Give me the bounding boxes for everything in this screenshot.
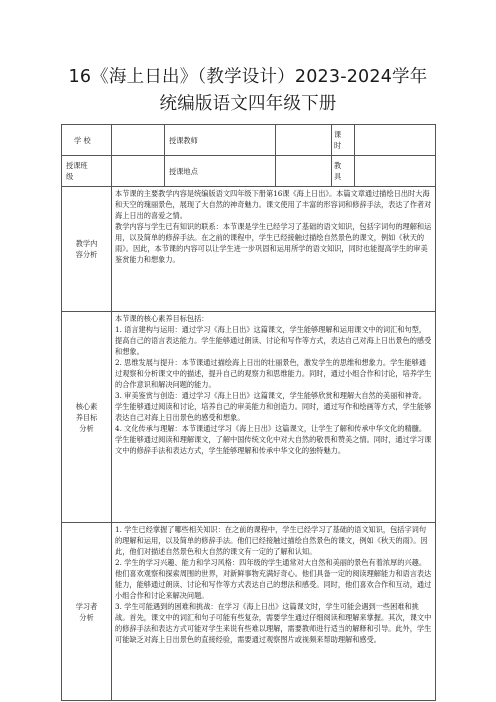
- paragraph: 2. 思维发展与提升：本节课通过描绘海上日出的壮丽景色，激发学生的思维和想象力。学生能够通过观察和分析课文中的描述，提升自己的观察力和思维能力。同时，通过小组合作和讨论，培养学生的合作意识和解决问题的能力。: [115, 358, 432, 389]
- paragraph: 本节课的核心素养目标包括：: [115, 314, 209, 323]
- learner-analysis-row: [62, 523, 436, 701]
- teacher-value: [276, 125, 332, 156]
- class-time-value: [355, 125, 436, 156]
- class-time-label: 课 时: [332, 125, 355, 156]
- content-analysis-body: [112, 187, 436, 312]
- paragraph: 教学内容与学生已有知识的联系：本节课是学生已经学习了基础的语文知识，包括字词句的理解和运用，以及简单的修辞手法。在之前的课程中，学生已经接触过描绘自然景色的课文，例如《秋天的雨》。因此，本节课的内容可以让学生进一步巩固和运用所学的语文知识，同时也能提高学生的审美鉴赏能力和想象力。: [115, 222, 432, 264]
- paragraph: 3. 学生可能遇到的困难和挑战：在学习《海上日出》这篇课文时，学生可能会遇到一些困难和挑战。首先，课文中的词汇和句子可能有些复杂，需要学生通过仔细阅读和理解来掌握。其次，课文中的修辞手法和表达方式可能对学生来说有些难以理解，需要教师进行适当的解释和引导。此外，学生可能缺乏对海上日出景色的直接经验，需要通过观察图片或视频来帮助理解和感受。: [115, 602, 432, 644]
- section-label: 教学内 容分析: [62, 187, 112, 312]
- class-grade-value: [112, 156, 165, 187]
- learner-analysis-body: [112, 523, 436, 701]
- school-label: 学 校: [62, 125, 112, 156]
- content-analysis-row: [62, 187, 436, 312]
- paragraph: 本节课的主要教学内容是统编版语文四年级下册第16课《海上日出》。本篇文章通过描绘日出时大海和天空的瑰丽景色，展现了大自然的神奇魅力。课文使用了丰富的形容词和修辞手法，表达了作者对海上日出的喜爱之情。: [115, 189, 432, 220]
- header-row-1: [62, 125, 436, 156]
- school-value: [112, 125, 165, 156]
- classroom-value: [355, 156, 436, 187]
- classroom-label: 教 具: [332, 156, 355, 187]
- header-row-2: [62, 156, 436, 187]
- paragraph: 3. 审美鉴赏与创造：通过学习《海上日出》这篇课文，学生能够欣赏和理解大自然的美丽和神奇。学生能够通过阅读和讨论，培养自己的审美能力和创造力。同时，通过写作和绘画等方式，学生能够表达自己对海上日出景色的感受和想象。: [115, 391, 432, 422]
- paragraph: 2. 学生的学习兴趣、能力和学习风格：四年级的学生通常对大自然和美丽的景色有着浓厚的兴趣。他们喜欢观察和探索周围的世界，对新鲜事物充满好奇心。他们具备一定的阅读理解能力和语言表达能力，能够通过朗读、讨论和写作等方式表达自己的想法和感受。同时，他们喜欢合作和互动，通过小组合作和讨论来解决问题。: [115, 558, 432, 600]
- location-label: 授课地点: [165, 156, 276, 187]
- location-value: [276, 156, 332, 187]
- document-title: [60, 64, 436, 118]
- title-line-2: 统编版语文四年级下册: [159, 94, 337, 114]
- lesson-plan-table: [61, 124, 436, 701]
- paragraph: 1. 语言建构与运用：通过学习《海上日出》这篇课文，学生能够理解和运用课文中的词汇和句型，提高自己的语言表达能力。学生能够通过朗读、讨论和写作等方式，表达自己对海上日出景色的感受和想象。: [115, 325, 432, 356]
- teacher-label: 授课教师: [165, 125, 276, 156]
- class-grade-label: 授课班 级: [62, 156, 112, 187]
- paragraph: 4. 文化传承与理解：本节课通过学习《海上日出》这篇课文，让学生了解和传承中华文化的精髓。学生能够通过阅读和理解课文，了解中国传统文化中对大自然的敬畏和赞美之情。同时，通过学习课文中的修辞手法和表达方式，学生能够理解和传承中华文化的独特魅力。: [115, 424, 432, 455]
- paragraph: 1. 学生已经掌握了哪些相关知识：在之前的课程中，学生已经学习了基础的语文知识，包括字词句的理解和运用，以及简单的修辞手法。他们已经接触过描绘自然景色的课文，例如《秋天的雨》。因此，他们对描述自然景色和大自然的课文有一定的了解和认知。: [115, 525, 428, 556]
- section-label: 核心素 养目标 分析: [62, 312, 112, 523]
- section-label: 学习者 分析: [62, 523, 112, 701]
- title-line-1: 16《海上日出》（教学设计）2023-2024学年: [68, 67, 428, 87]
- core-literacy-body: [112, 312, 436, 523]
- core-literacy-row: [62, 312, 436, 523]
